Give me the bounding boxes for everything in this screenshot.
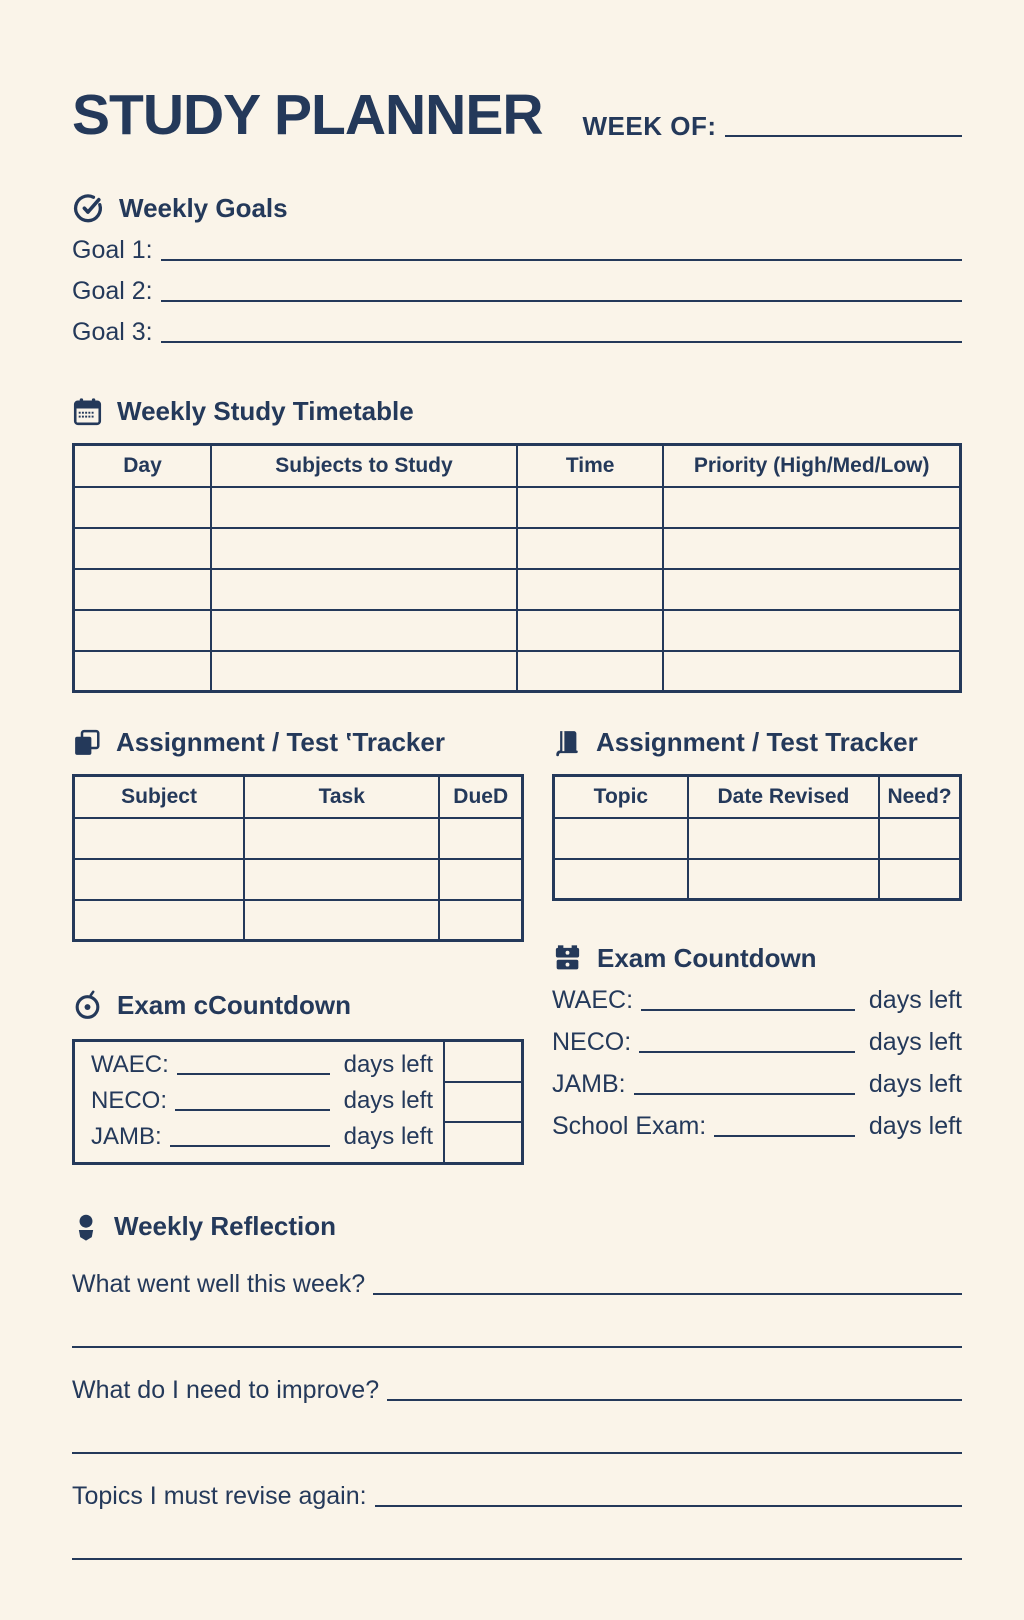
tracker-cell[interactable]	[439, 900, 522, 941]
days-left-field[interactable]	[177, 1073, 330, 1075]
left-column	[72, 727, 524, 1165]
study-planner-page	[0, 84, 1024, 1620]
timetable-col-priority: Priority (High/Med/Low)	[663, 445, 960, 487]
days-left-label: days left	[343, 1086, 433, 1114]
table-row	[74, 818, 523, 859]
tracker-cell[interactable]	[554, 818, 688, 859]
timetable-title: Weekly Study Timetable	[117, 396, 414, 426]
days-left-field[interactable]	[714, 1135, 855, 1137]
weekly-goals-title: Weekly Goals	[119, 193, 288, 223]
timetable	[72, 443, 962, 693]
timetable-header-row	[74, 445, 961, 487]
countdown-left-heading	[72, 990, 524, 1021]
timetable-cell[interactable]	[74, 610, 211, 651]
countdown-left-title: Exam cCountdown	[117, 990, 352, 1020]
reflection-question-row	[72, 1481, 962, 1512]
copy-pages-icon	[72, 728, 102, 758]
timetable-cell[interactable]	[663, 610, 960, 651]
timetable-col-time: Time	[517, 445, 663, 487]
goal-field[interactable]	[161, 259, 962, 261]
days-left-label: days left	[868, 1112, 962, 1140]
days-left-field[interactable]	[170, 1145, 330, 1147]
countdown-row	[552, 1027, 962, 1058]
reflection-answer-field[interactable]	[387, 1399, 962, 1401]
reflection-question-label: Topics I must revise again:	[72, 1482, 367, 1510]
weekly-goals-section	[72, 192, 962, 348]
tracker-cell[interactable]	[688, 859, 879, 900]
tracker-right-heading	[552, 727, 962, 758]
archive-boxes-icon	[552, 943, 583, 974]
page-header	[72, 84, 962, 146]
tracker-left-table	[72, 774, 524, 942]
goal-field[interactable]	[161, 341, 962, 343]
goal-row	[72, 317, 962, 348]
tracker-cell[interactable]	[688, 818, 879, 859]
countdown-right-title: Exam Countdown	[597, 943, 817, 973]
tracker-left-header-row	[74, 776, 523, 818]
table-row	[554, 818, 961, 859]
tracker-cell[interactable]	[74, 859, 245, 900]
weekly-goals-heading	[72, 192, 962, 225]
timetable-cell[interactable]	[517, 651, 663, 692]
tracker-right-title: Assignment / Test Tracker	[596, 727, 918, 757]
exam-countdown-side-column	[443, 1042, 521, 1162]
tracker-cell[interactable]	[554, 859, 688, 900]
timetable-cell[interactable]	[663, 651, 960, 692]
exam-label: NECO:	[552, 1028, 632, 1056]
days-left-label: days left	[343, 1122, 433, 1150]
countdown-row	[552, 985, 962, 1016]
days-left-label: days left	[868, 986, 962, 1014]
tracker-cell[interactable]	[439, 859, 522, 900]
reflection-answer-line[interactable]	[72, 1558, 962, 1560]
reflection-question-row	[72, 1269, 962, 1300]
stopwatch-icon	[72, 990, 103, 1021]
tracker-cell[interactable]	[879, 818, 960, 859]
tracker-right-col-date: Date Revised	[688, 776, 879, 818]
reflection-answer-field[interactable]	[373, 1293, 962, 1295]
page-title: STUDY PLANNER	[72, 83, 543, 147]
table-row	[74, 651, 961, 692]
reflection-answer-field[interactable]	[375, 1505, 962, 1507]
days-left-label: days left	[868, 1070, 962, 1098]
tracker-left-col-due: DueD	[439, 776, 522, 818]
weekly-reflection-heading	[72, 1211, 962, 1242]
days-left-label: days left	[343, 1050, 433, 1078]
timetable-cell[interactable]	[663, 569, 960, 610]
tracker-cell[interactable]	[879, 859, 960, 900]
goal-label: Goal 2:	[72, 277, 153, 305]
exam-countdown-box	[72, 1039, 524, 1165]
countdown-row	[552, 1069, 962, 1100]
check-circle-icon	[72, 192, 105, 225]
goal-field[interactable]	[161, 300, 962, 302]
days-left-field[interactable]	[634, 1093, 855, 1095]
timetable-cell[interactable]	[517, 610, 663, 651]
reflection-question-label: What went well this week?	[72, 1270, 366, 1298]
tracker-cell[interactable]	[74, 818, 245, 859]
tracker-cell[interactable]	[244, 900, 439, 941]
calendar-icon	[72, 396, 103, 427]
tracker-right-col-topic: Topic	[554, 776, 688, 818]
countdown-row	[91, 1049, 433, 1080]
tracker-cell[interactable]	[244, 859, 439, 900]
timetable-cell[interactable]	[74, 528, 211, 569]
reflection-question-row	[72, 1375, 962, 1406]
countdown-side-cell[interactable]	[445, 1083, 521, 1124]
week-of-field[interactable]	[725, 135, 963, 137]
countdown-row	[552, 1111, 962, 1142]
days-left-label: days left	[868, 1028, 962, 1056]
weekly-reflection-section	[72, 1211, 962, 1560]
tracker-left-col-task: Task	[244, 776, 439, 818]
right-column	[552, 727, 962, 1165]
exam-label: JAMB:	[552, 1070, 626, 1098]
days-left-field[interactable]	[641, 1009, 855, 1011]
middle-two-column-zone	[72, 727, 962, 1165]
tracker-cell[interactable]	[244, 818, 439, 859]
person-icon	[72, 1212, 100, 1242]
reflection-answer-line[interactable]	[72, 1346, 962, 1348]
book-icon	[552, 728, 582, 758]
timetable-cell[interactable]	[74, 651, 211, 692]
days-left-field[interactable]	[175, 1109, 330, 1111]
timetable-cell[interactable]	[517, 528, 663, 569]
reflection-answer-line[interactable]	[72, 1452, 962, 1454]
tracker-right-table	[552, 774, 962, 901]
exam-countdown-box-main	[75, 1042, 443, 1162]
goal-label: Goal 1:	[72, 236, 153, 264]
table-row	[554, 859, 961, 900]
table-row	[74, 859, 523, 900]
weekly-reflection-title: Weekly Reflection	[114, 1211, 337, 1241]
timetable-col-subjects: Subjects to Study	[211, 445, 517, 487]
tracker-left-col-subject: Subject	[74, 776, 245, 818]
goal-row	[72, 235, 962, 266]
goal-row	[72, 276, 962, 307]
timetable-col-day: Day	[74, 445, 211, 487]
days-left-field[interactable]	[639, 1051, 855, 1053]
countdown-right-list	[552, 985, 962, 1142]
timetable-section	[72, 396, 962, 693]
timetable-cell[interactable]	[663, 528, 960, 569]
timetable-cell[interactable]	[663, 487, 960, 528]
exam-label: WAEC:	[91, 1050, 169, 1078]
countdown-side-cell[interactable]	[445, 1123, 521, 1162]
exam-label: NECO:	[91, 1086, 168, 1114]
timetable-cell[interactable]	[211, 610, 517, 651]
goal-label: Goal 3:	[72, 318, 153, 346]
timetable-cell[interactable]	[211, 487, 517, 528]
tracker-cell[interactable]	[74, 900, 245, 941]
reflection-question-label: What do I need to improve?	[72, 1376, 380, 1404]
timetable-cell[interactable]	[211, 569, 517, 610]
countdown-row	[91, 1121, 433, 1152]
timetable-cell[interactable]	[211, 528, 517, 569]
timetable-cell[interactable]	[74, 487, 211, 528]
countdown-right-heading	[552, 943, 962, 974]
exam-label: School Exam:	[552, 1112, 707, 1140]
tracker-left-title: Assignment / Test ‛Tracker	[116, 727, 445, 757]
week-of-group	[583, 111, 963, 142]
tracker-cell[interactable]	[439, 818, 522, 859]
tracker-right-header-row	[554, 776, 961, 818]
table-row	[74, 900, 523, 941]
table-row	[74, 610, 961, 651]
table-row	[74, 487, 961, 528]
timetable-cell[interactable]	[517, 487, 663, 528]
table-row	[74, 528, 961, 569]
countdown-side-cell[interactable]	[445, 1042, 521, 1083]
timetable-cell[interactable]	[211, 651, 517, 692]
countdown-row	[91, 1085, 433, 1116]
exam-label: JAMB:	[91, 1122, 162, 1150]
week-of-label: WEEK OF:	[582, 111, 717, 141]
exam-label: WAEC:	[552, 986, 634, 1014]
tracker-left-heading	[72, 727, 524, 758]
timetable-cell[interactable]	[74, 569, 211, 610]
tracker-right-col-need: Need?	[879, 776, 960, 818]
timetable-cell[interactable]	[517, 569, 663, 610]
table-row	[74, 569, 961, 610]
timetable-heading	[72, 396, 962, 427]
